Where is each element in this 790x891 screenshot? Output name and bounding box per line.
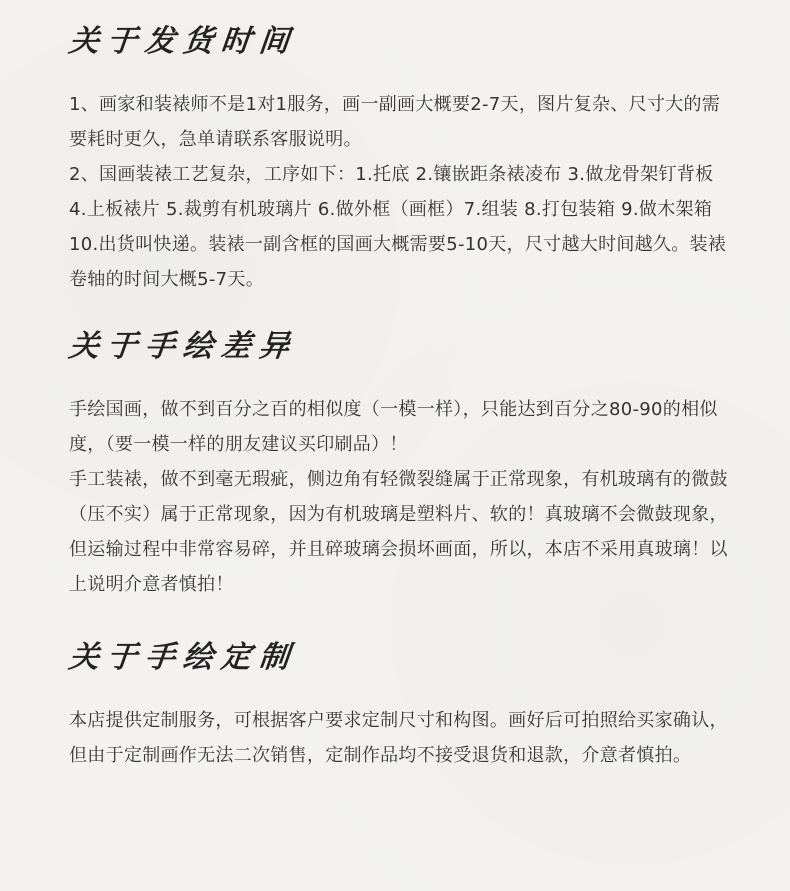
shipping-paragraph-2: 2、国画装裱工艺复杂，工序如下：1.托底 2.镶嵌距条裱凌布 3.做龙骨架钉背板 4.上板裱片 5.裁剪有机玻璃片 6.做外框（画框）7.组装 8.打包装箱 9.做木架箱 10.出货叫快递。装裱一副含框的国画大概需要5-10天，尺寸越大时间越久。装裱卷轴的时间大概5-7天。 [69, 164, 727, 290]
shipping-time-body [69, 87, 729, 297]
custom-painting-title: 关于手绘定制 [67, 640, 299, 675]
custom-painting-section [69, 638, 729, 773]
difference-paragraph-1: 手绘国画，做不到百分之百的相似度（一模一样），只能达到百分之80-90的相似度，（要一模一样的朋友建议买印刷品）！ [69, 399, 718, 455]
custom-paragraph-1: 本店提供定制服务，可根据客户要求定制尺寸和构图。画好后可拍照给买家确认，但由于定制画作无法二次销售，定制作品均不接受退货和退款，介意者慎拍。 [69, 710, 728, 766]
handpainted-difference-section [69, 327, 729, 602]
custom-painting-body [69, 703, 729, 773]
shipping-time-title: 关于发货时间 [67, 24, 299, 59]
handpainted-difference-title: 关于手绘差异 [67, 329, 299, 364]
shipping-time-section [69, 22, 729, 297]
handpainted-difference-body [69, 392, 729, 602]
difference-paragraph-2: 手工装裱，做不到毫无瑕疵，侧边角有轻微裂缝属于正常现象，有机玻璃有的微鼓（压不实）属于正常现象，因为有机玻璃是塑料片、软的！真玻璃不会微鼓现象，但运输过程中非常容易碎，并且碎玻璃会损坏画面，所以，本店不采用真玻璃！以上说明介意者慎拍！ [69, 469, 728, 595]
shipping-paragraph-1: 1、画家和装裱师不是1对1服务，画一副画大概要2-7天，图片复杂、尺寸大的需要耗时更久，急单请联系客服说明。 [69, 94, 721, 150]
